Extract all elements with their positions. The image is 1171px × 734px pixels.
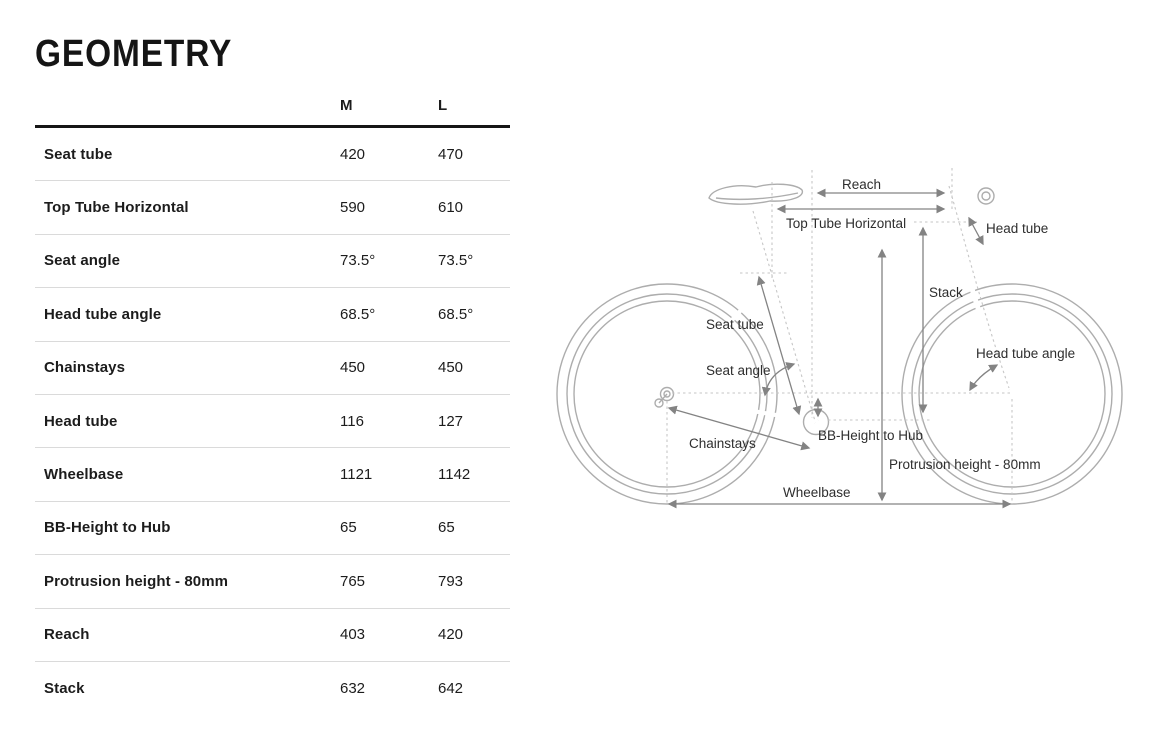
row-label: Reach [44,626,90,644]
row-label: Seat tube [44,145,113,163]
table-row [35,181,510,234]
row-label: Head tube [44,412,118,430]
row-label: BB-Height to Hub [44,519,171,537]
row-value-l: 68.5° [438,305,474,323]
wheelbase-label: Wheelbase [783,485,851,500]
table-row [35,555,510,608]
head-tube-label: Head tube [986,221,1049,236]
row-value-m: 632 [340,680,366,698]
column-header-l: L [438,96,448,114]
row-label: Chainstays [44,359,126,377]
row-label: Head tube angle [44,305,162,323]
row-value-m: 116 [340,412,364,430]
chainstays-label: Chainstays [689,436,756,451]
row-value-m: 765 [340,572,366,590]
row-value-m: 403 [340,626,366,644]
row-label: Seat angle [44,252,121,270]
head-tube-angle-arc [970,365,997,390]
head-tube-angle-label: Head tube angle [976,346,1076,361]
row-label: Stack [44,680,85,698]
reach-label: Reach [842,177,882,192]
saddle-drawing [709,184,802,204]
bike-geometry-diagram [556,140,1171,540]
row-value-l: 127 [438,412,464,430]
page-title: GEOMETRY [35,33,233,75]
row-label: Wheelbase [44,466,124,484]
row-value-m: 1121 [340,466,373,484]
row-value-l: 65 [438,519,455,537]
table-row [35,502,510,555]
row-value-m: 590 [340,199,366,217]
table-header-row [35,85,510,128]
row-value-l: 642 [438,680,464,698]
row-value-l: 470 [438,145,464,163]
row-value-m: 420 [340,145,366,163]
table-row [35,662,510,715]
column-header-m: M [340,96,353,114]
table-row [35,448,510,501]
table-row [35,395,510,448]
bb-height-label: BB-Height to Hub [818,428,924,443]
row-value-m: 65 [340,519,357,537]
protrusion-height-label: Protrusion height - 80mm [889,457,1041,472]
table-row [35,609,510,662]
row-value-l: 610 [438,199,464,217]
row-value-l: 73.5° [438,252,474,270]
table-row [35,128,510,181]
seat-angle-label: Seat angle [706,363,771,378]
row-value-l: 793 [438,572,464,590]
top-tube-horizontal-label: Top Tube Horizontal [786,216,907,231]
row-value-l: 1142 [438,466,471,484]
row-value-l: 420 [438,626,464,644]
stack-label: Stack [929,285,963,300]
row-value-m: 450 [340,359,366,377]
row-value-m: 68.5° [340,305,376,323]
table-row [35,235,510,288]
row-label: Protrusion height - 80mm [44,572,229,590]
row-value-l: 450 [438,359,464,377]
row-label: Top Tube Horizontal [44,199,189,217]
handlebar-drawing [978,188,994,204]
seat-tube-label: Seat tube [706,317,764,332]
table-row [35,288,510,341]
table-row [35,342,510,395]
geometry-table [35,85,510,715]
row-value-m: 73.5° [340,252,376,270]
